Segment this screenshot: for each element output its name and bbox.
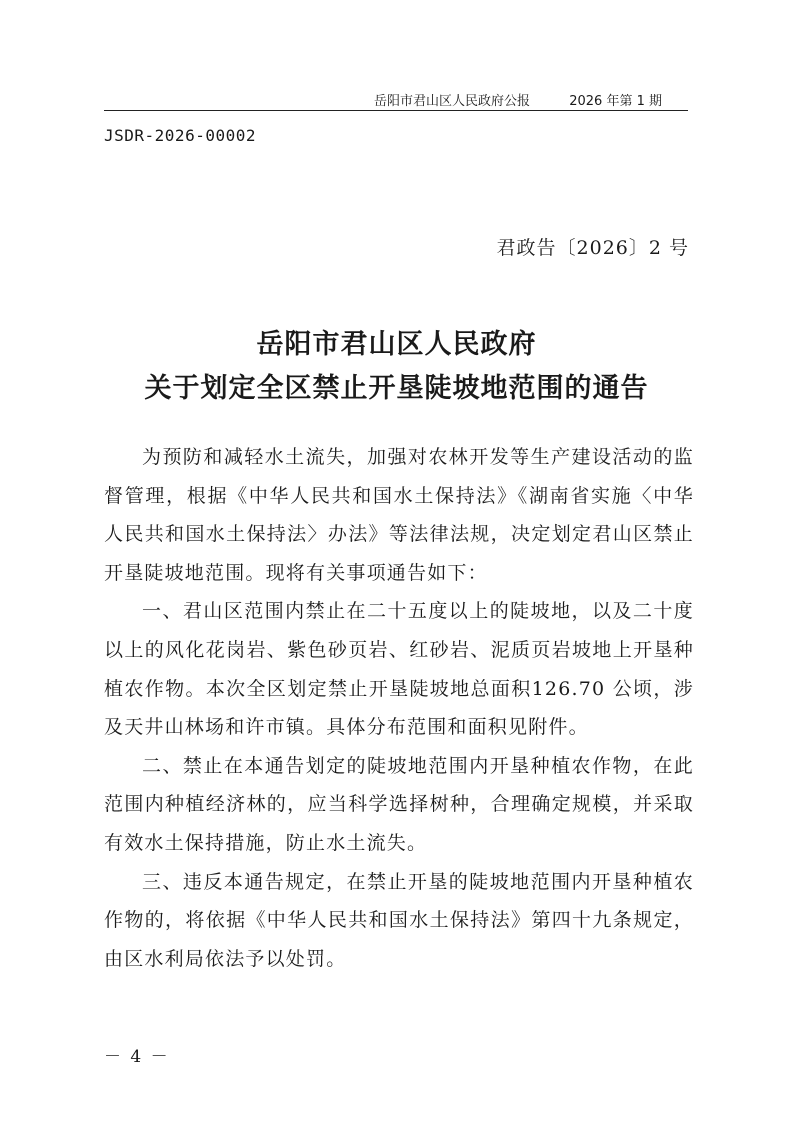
page-header xyxy=(104,88,688,111)
paragraph-intro: 为预防和减轻水土流失，加强对农林开发等生产建设活动的监督管理，根据《中华人民共和国水土保持法》《湖南省实施〈中华人民共和国水土保持法〉办法》等法律法规，决定划定君山区禁止开垦陡坡地范围。现将有关事项通告如下： xyxy=(104,446,694,584)
document-number: 君政告〔2026〕2 号 xyxy=(496,237,689,259)
document-body xyxy=(104,438,694,978)
paragraph-3: 三、违反本通告规定，在禁止开垦的陡坡地范围内开垦种植农作物的，将依据《中华人民共和国水土保持法》第四十九条规定，由区水利局依法予以处罚。 xyxy=(104,870,694,970)
title-line-1: 岳阳市君山区人民政府 xyxy=(256,329,537,360)
issue-number: 2026 年第 1 期 xyxy=(569,94,662,109)
paragraph-2: 二、禁止在本通告划定的陡坡地范围内开垦种植农作物，在此范围内种植经济林的，应当科学选择树种，合理确定规模，并采取有效水土保持措施，防止水土流失。 xyxy=(104,754,694,854)
paragraph-1: 一、君山区范围内禁止在二十五度以上的陡坡地，以及二十度以上的风化花岗岩、紫色砂页岩、红砂岩、泥质页岩坡地上开垦种植农作物。本次全区划定禁止开垦陡坡地总面积126.70 公顷，涉及天井山林场和许市镇。具体分布范围和面积见附件。 xyxy=(104,600,694,739)
publication-name: 岳阳市君山区人民政府公报 xyxy=(373,94,530,109)
page-number: － 4 － xyxy=(104,1047,170,1067)
document-code: JSDR-2026-00002 xyxy=(104,126,256,145)
title-line-2: 关于划定全区禁止开垦陡坡地范围的通告 xyxy=(144,373,649,404)
